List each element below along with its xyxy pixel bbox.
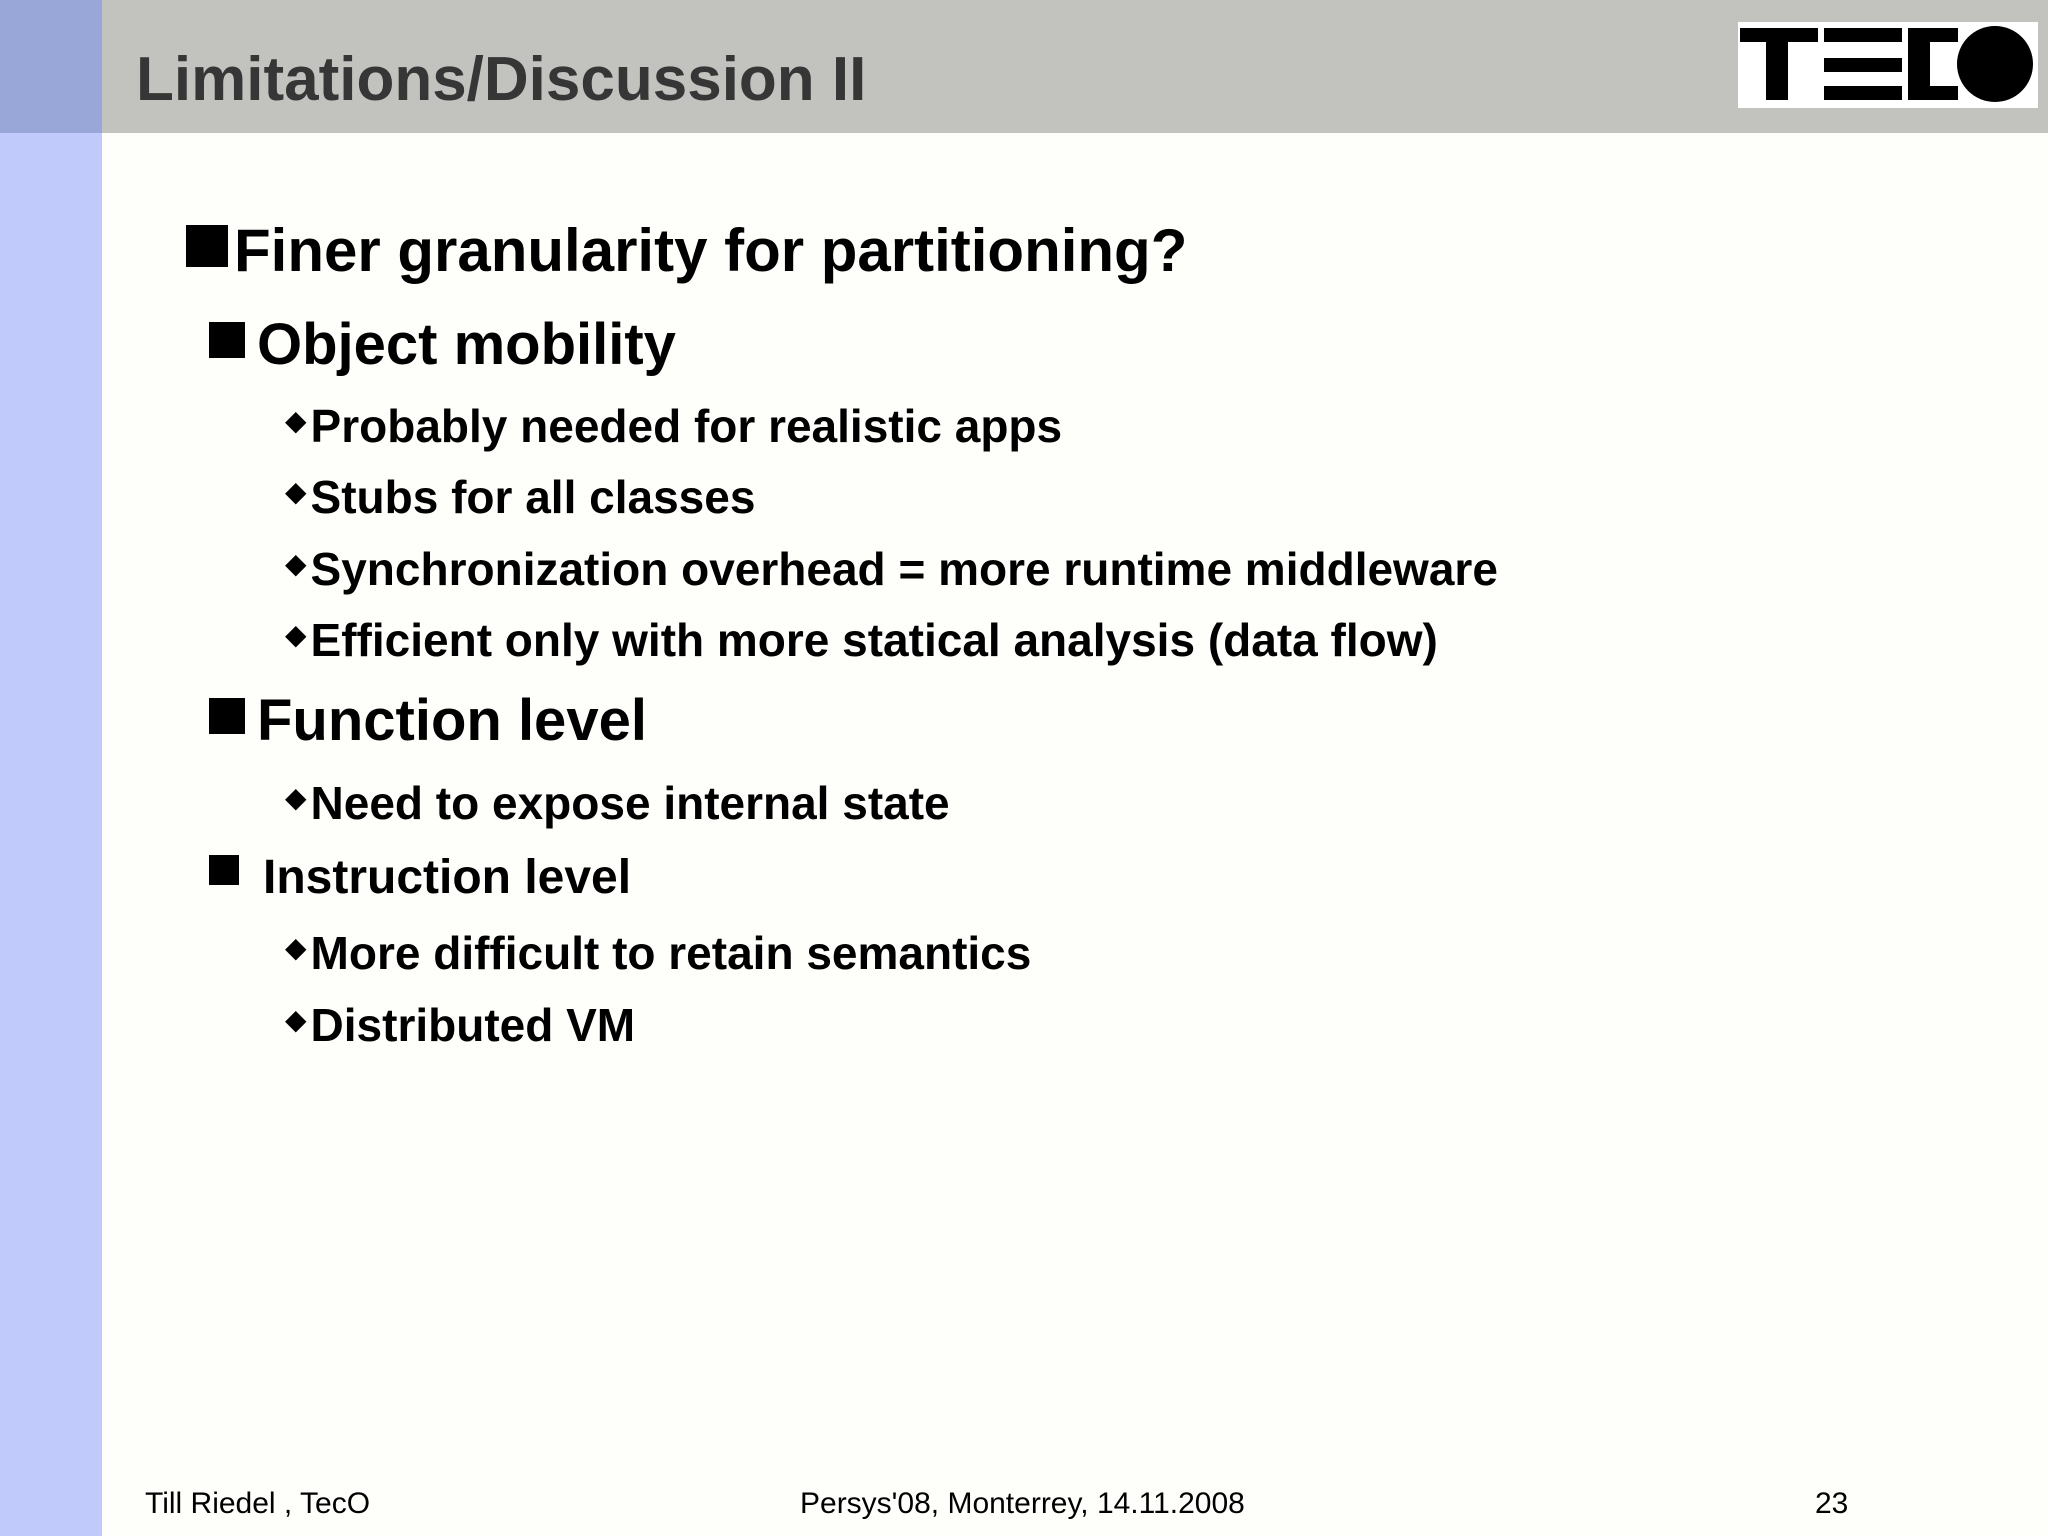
square-bullet-icon <box>209 698 245 734</box>
bullet-object-mobility <box>209 310 676 380</box>
diamond-bullet-icon: ◆ <box>285 548 307 579</box>
logo-e-bottom <box>1824 86 1902 100</box>
bullet-text: Distributed VM <box>310 999 636 1051</box>
bullet-probably-needed <box>285 392 1062 455</box>
square-bullet-icon <box>209 855 239 885</box>
logo-e-top <box>1824 28 1902 42</box>
logo-e-mid <box>1824 58 1902 72</box>
diamond-bullet-icon: ◆ <box>285 405 307 436</box>
bullet-finer-granularity <box>186 214 1187 288</box>
footer-page-number: 23 <box>1815 1487 1849 1520</box>
bullet-distributed-vm <box>285 991 635 1054</box>
bullet-text: Finer granularity for partitioning? <box>234 217 1188 284</box>
diamond-bullet-icon: ◆ <box>285 932 307 963</box>
left-sidebar-band <box>0 133 102 1536</box>
diamond-bullet-icon: ◆ <box>285 476 307 507</box>
bullet-expose-state <box>285 769 950 832</box>
bullet-text: Probably needed for realistic apps <box>310 400 1063 452</box>
footer-event: Persys'08, Monterrey, 14.11.2008 <box>800 1487 1245 1520</box>
bullet-retain-semantics <box>285 919 1031 982</box>
square-bullet-icon <box>186 225 228 267</box>
diamond-bullet-icon: ◆ <box>285 1004 307 1035</box>
bullet-text: More difficult to retain semantics <box>310 927 1032 979</box>
square-bullet-icon <box>209 322 245 358</box>
diamond-bullet-icon: ◆ <box>285 619 307 650</box>
bullet-function-level <box>209 686 647 756</box>
bullet-stubs <box>285 463 755 526</box>
logo-c-bottom <box>1908 86 1958 100</box>
bullet-text: Function level <box>257 688 647 753</box>
bullet-text: Instruction level <box>263 851 632 904</box>
bullet-text: Stubs for all classes <box>310 471 756 523</box>
bullet-text: Object mobility <box>257 312 676 377</box>
logo-t-stem <box>1766 28 1788 100</box>
bullet-text: Efficient only with more statical analysis (data flow) <box>310 614 1438 666</box>
corner-block <box>0 0 102 133</box>
teco-logo <box>1738 22 2038 108</box>
logo-o-disc <box>1957 26 2033 102</box>
footer-author: Till Riedel , TecO <box>145 1487 371 1520</box>
slide-title: Limitations/Discussion II <box>136 45 867 114</box>
bullet-efficient <box>285 606 1438 669</box>
bullet-instruction-level <box>209 848 631 908</box>
bullet-text: Need to expose internal state <box>310 777 950 829</box>
bullet-text: Synchronization overhead = more runtime middleware <box>310 543 1498 595</box>
diamond-bullet-icon: ◆ <box>285 782 307 813</box>
bullet-synchronization <box>285 535 1498 598</box>
